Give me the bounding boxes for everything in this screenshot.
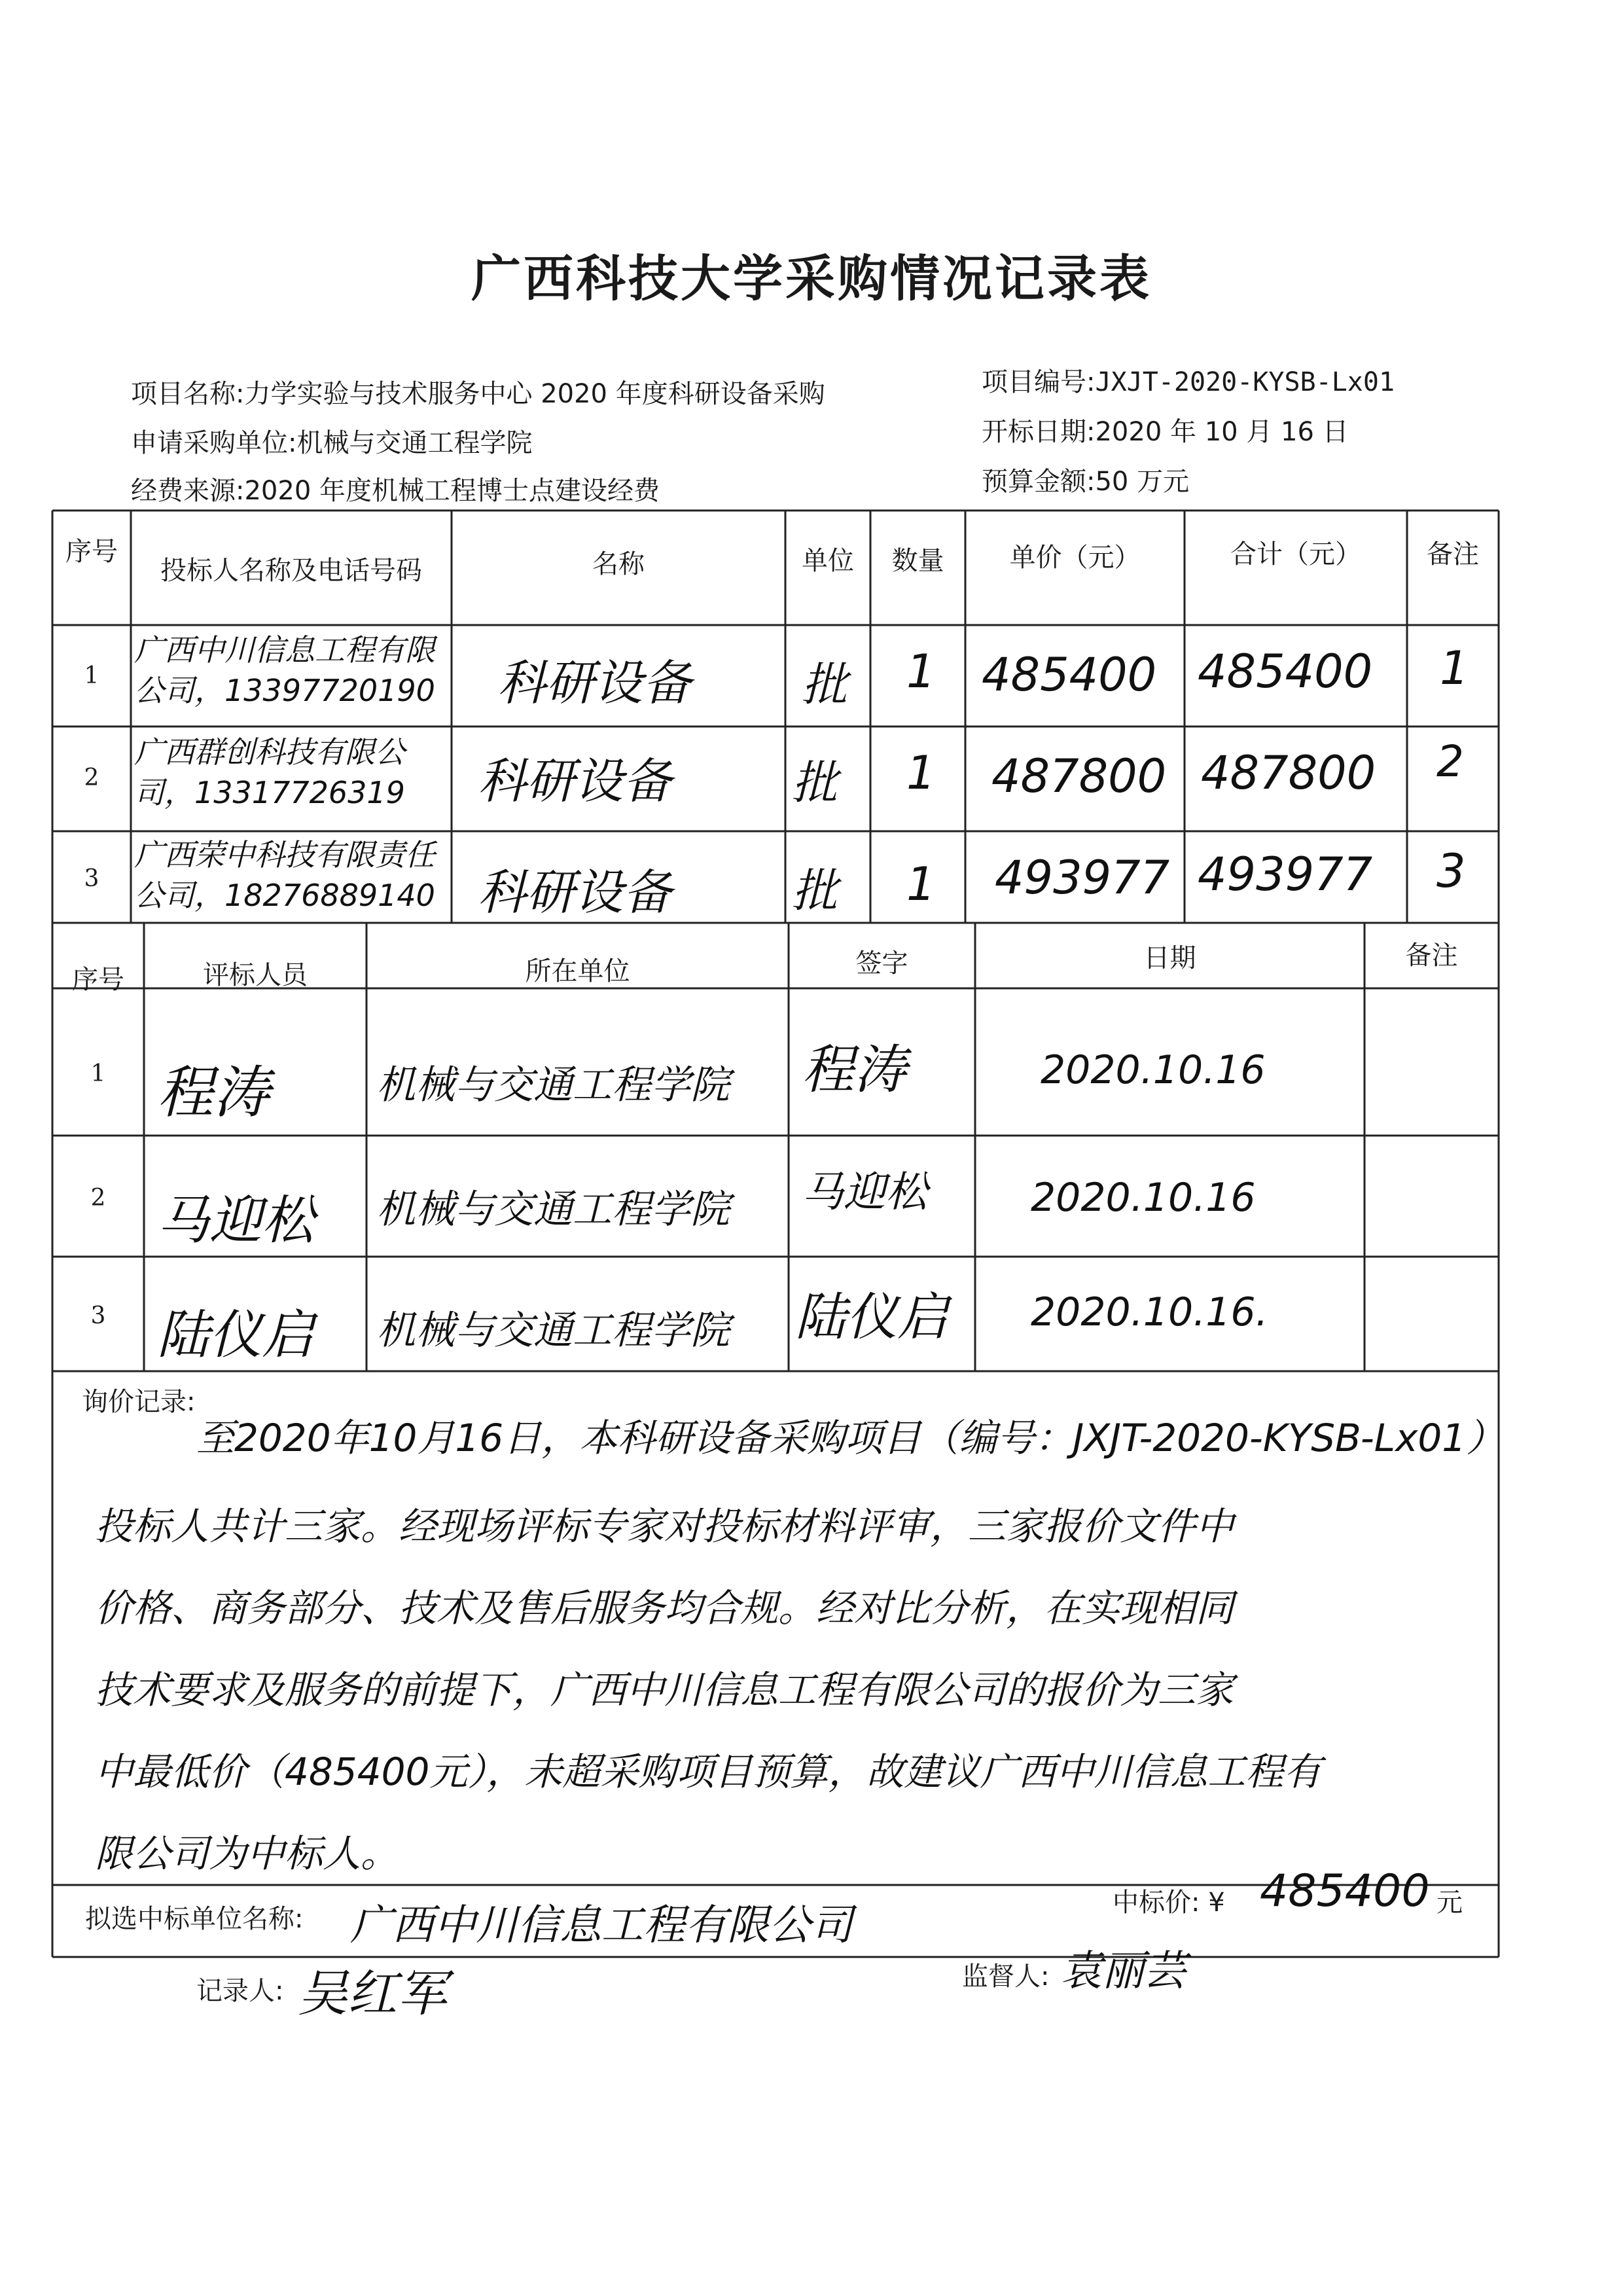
bid-header-qty: 数量 <box>891 546 944 576</box>
eval-row-signature: 程涛 <box>802 1039 906 1100</box>
winner-name: 广西中川信息工程有限公司 <box>350 1901 853 1950</box>
recorder-signature: 吴红军 <box>298 1964 447 2022</box>
bid-row-no: 3 <box>84 865 99 892</box>
bid-header-total: 合计（元） <box>1230 539 1361 569</box>
bid-row-qty: 1 <box>906 857 936 911</box>
eval-header-date: 日期 <box>1143 943 1196 973</box>
bid-header-item: 名称 <box>592 549 645 579</box>
bid-row-remark: 2 <box>1436 736 1464 787</box>
inquiry-line: 限公司为中标人。 <box>95 1831 399 1876</box>
inquiry-line: 投标人共计三家。经现场评标专家对投标材料评审，三家报价文件中 <box>95 1504 1234 1549</box>
bid-row-item: 科研设备 <box>478 865 671 921</box>
bid-row-total: 487800 <box>1201 746 1376 800</box>
eval-header-name: 评标人员 <box>203 960 308 990</box>
eval-row-no: 1 <box>90 1060 106 1087</box>
project-no-value: JXJT-2020-KYSB-Lx01 <box>1095 367 1395 397</box>
bid-row-item: 科研设备 <box>478 753 671 810</box>
eval-row-no: 3 <box>90 1302 106 1329</box>
fund-label: 经费来源: <box>131 476 245 506</box>
applicant-label: 申请采购单位: <box>131 428 297 458</box>
inquiry-line: 中最低价（485400元），未超采购项目预算，故建议广西中川信息工程有 <box>95 1749 1322 1794</box>
bid-header-price: 单价（元） <box>1009 543 1141 573</box>
bid-header-unit: 单位 <box>802 546 854 576</box>
applicant-value: 机械与交通工程学院 <box>296 428 533 458</box>
inquiry-line: 技术要求及服务的前提下，广西中川信息工程有限公司的报价为三家 <box>95 1668 1234 1712</box>
project-name-value: 力学实验与技术服务中心 2020 年度科研设备采购 <box>244 379 825 409</box>
bid-row-remark: 1 <box>1440 641 1469 695</box>
bid-header-bidder: 投标人名称及电话号码 <box>160 556 422 586</box>
inquiry-label: 询价记录: <box>82 1387 196 1417</box>
inquiry-line: 价格、商务部分、技术及售后服务均合规。经对比分析，在实现相同 <box>95 1586 1234 1630</box>
winner-price-label: 中标价: ¥ <box>1113 1888 1225 1918</box>
bid-row-unit: 批 <box>792 756 838 810</box>
bid-row-no: 2 <box>84 764 99 791</box>
eval-header-unit: 所在单位 <box>525 956 630 986</box>
eval-row-name: 陆仪启 <box>157 1304 314 1365</box>
eval-row-date: 2020.10.16. <box>1031 1289 1268 1335</box>
bid-row-unit: 批 <box>792 864 838 918</box>
inquiry-line: 至2020年10月16日，本科研设备采购项目（编号：JXJT-2020-KYSB-Lx01） <box>196 1416 1505 1460</box>
eval-row-unit: 机械与交通工程学院 <box>376 1308 730 1354</box>
bid-row-total: 485400 <box>1198 645 1373 698</box>
eval-row-signature: 马迎松 <box>802 1168 927 1217</box>
budget-value: 50 万元 <box>1095 467 1190 497</box>
winner-label: 拟选中标单位名称: <box>85 1904 304 1934</box>
bid-row-qty: 1 <box>906 645 936 698</box>
bid-row-price: 493977 <box>995 851 1170 905</box>
eval-row-name: 程涛 <box>157 1060 270 1126</box>
project-no-label: 项目编号: <box>982 367 1096 397</box>
supervisor-label: 监督人: <box>962 1962 1050 1992</box>
bid-row-qty: 1 <box>906 746 936 800</box>
bid-row-no: 1 <box>84 662 99 689</box>
page-title: 广西科技大学采购情况记录表 <box>471 249 1152 308</box>
bid-row-bidder: 广西中川信息工程有限公司，13397720190 <box>134 632 435 708</box>
open-date-label: 开标日期: <box>982 417 1096 447</box>
budget-label: 预算金额: <box>982 467 1096 497</box>
bid-row-price: 485400 <box>982 648 1157 702</box>
eval-row-date: 2020.10.16 <box>1031 1175 1256 1221</box>
eval-row-unit: 机械与交通工程学院 <box>376 1062 730 1108</box>
winner-price: 485400 <box>1260 1865 1430 1917</box>
recorder-label: 记录人: <box>196 1976 284 2006</box>
bid-header-remark: 备注 <box>1427 539 1479 569</box>
bid-row-item: 科研设备 <box>497 655 691 711</box>
bid-row-bidder: 广西荣中科技有限责任公司，18276889140 <box>134 837 435 913</box>
bid-header-no: 序号 <box>65 537 118 567</box>
bid-row-total: 493977 <box>1198 848 1373 901</box>
bid-row-unit: 批 <box>802 658 847 711</box>
bid-row-price: 487800 <box>991 749 1167 803</box>
eval-header-no: 序号 <box>72 965 124 995</box>
eval-header-sign: 签字 <box>855 948 908 978</box>
eval-row-signature: 陆仪启 <box>795 1288 949 1347</box>
open-date-value: 2020 年 10 月 16 日 <box>1095 417 1349 447</box>
supervisor-signature: 袁丽芸 <box>1060 1947 1186 1996</box>
bid-row-bidder: 广西群创科技有限公司，13317726319 <box>134 734 405 810</box>
bid-row-remark: 3 <box>1436 844 1466 898</box>
eval-row-unit: 机械与交通工程学院 <box>376 1187 730 1232</box>
project-name-label: 项目名称: <box>131 379 245 409</box>
winner-price-unit: 元 <box>1436 1888 1463 1918</box>
eval-row-no: 2 <box>90 1185 106 1211</box>
fund-value: 2020 年度机械工程博士点建设经费 <box>244 476 660 506</box>
eval-row-date: 2020.10.16 <box>1041 1047 1266 1093</box>
eval-row-name: 马迎松 <box>157 1190 314 1251</box>
eval-header-remark: 备注 <box>1405 941 1458 971</box>
